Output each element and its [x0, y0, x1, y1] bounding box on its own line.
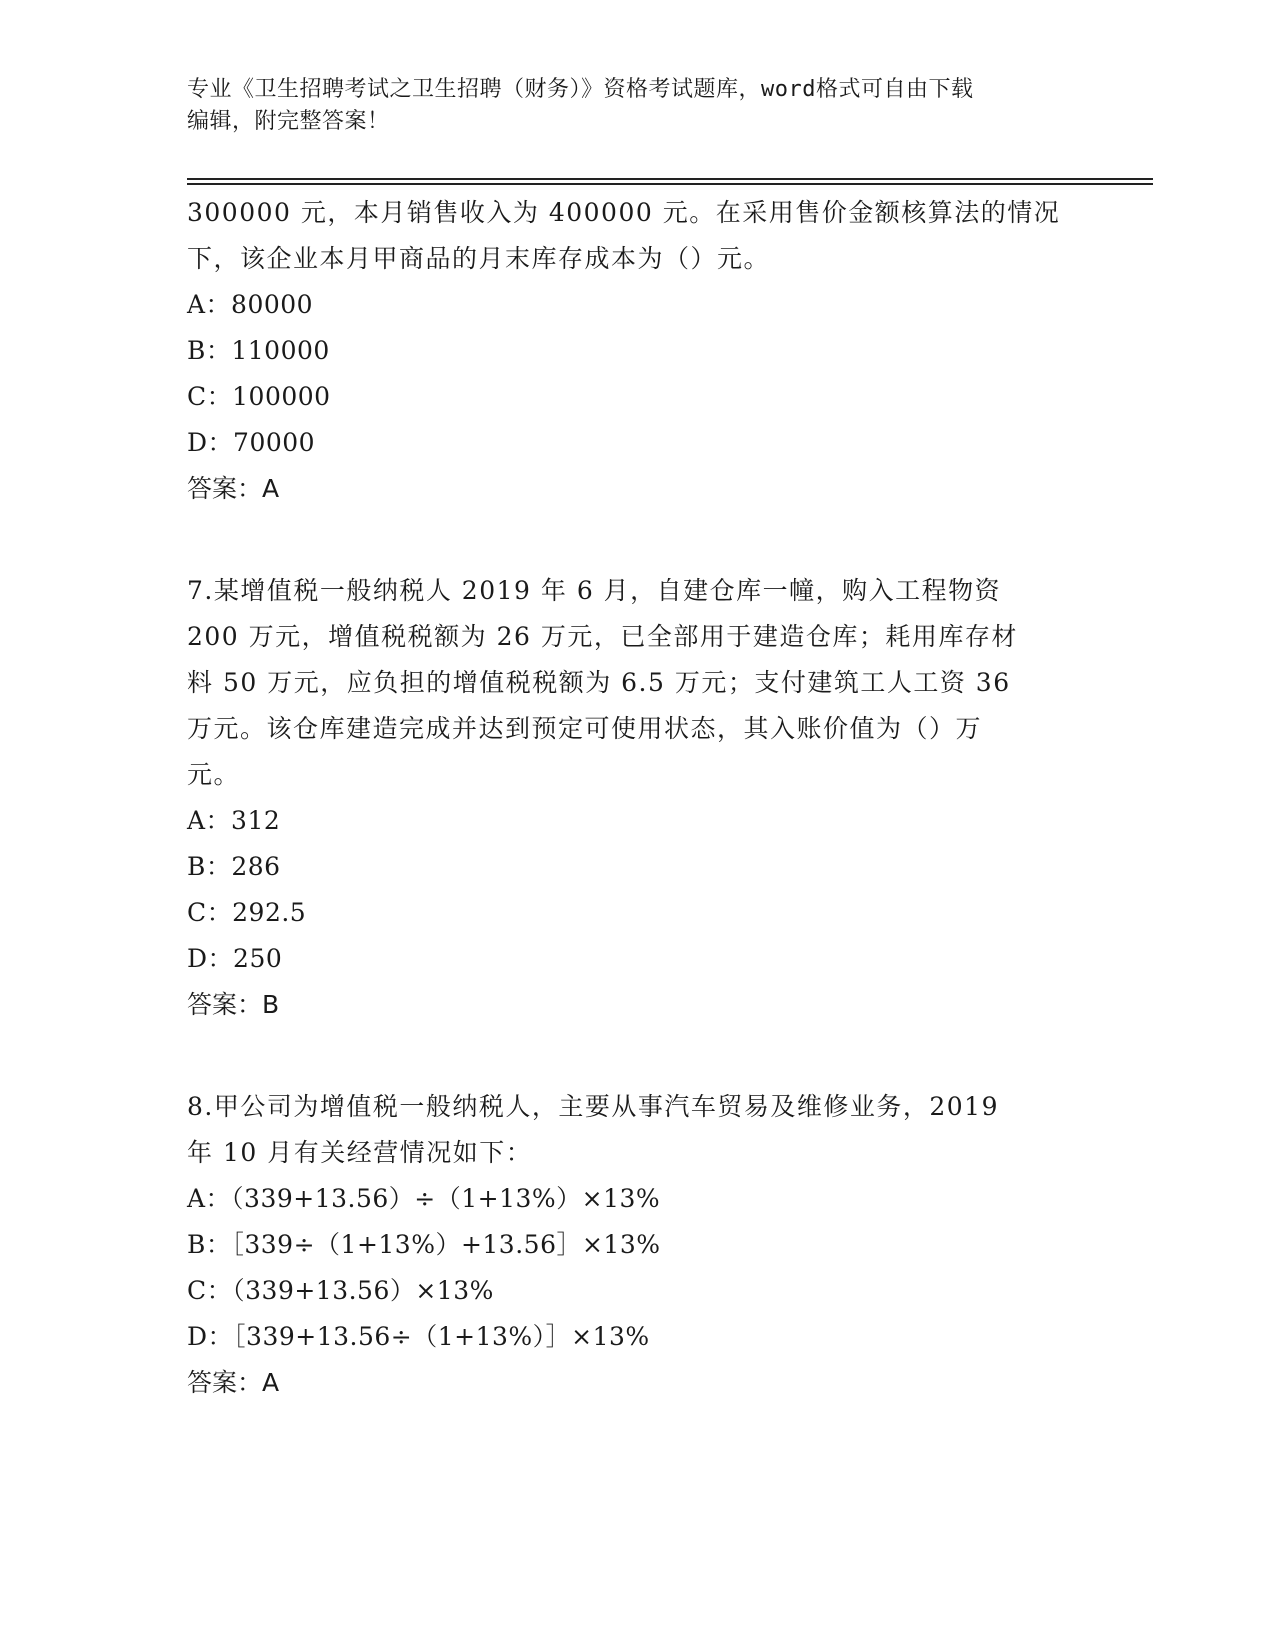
option-c: C：（339+13.56）×13% [187, 1276, 494, 1305]
answer-line: 答案：B [187, 990, 280, 1019]
question-stem-line: 下，该企业本月甲商品的月末库存成本为（）元。 [187, 244, 771, 273]
option-d: D：250 [187, 944, 283, 973]
question-stem-line: 7.某增值税一般纳税人 2019 年 6 月，自建仓库一幢，购入工程物资 [187, 576, 1002, 605]
answer-line: 答案：A [187, 474, 280, 503]
option-d: D：70000 [187, 428, 316, 457]
option-d: D：［339+13.56÷（1+13%）］×13% [187, 1322, 650, 1351]
header-divider-bottom [187, 183, 1153, 185]
option-a: A：80000 [187, 290, 314, 319]
option-b: B：286 [187, 852, 281, 881]
question-spacer [187, 512, 1117, 568]
option-c: C：292.5 [187, 898, 307, 927]
question-list [187, 190, 1117, 1406]
option-a: A：（339+13.56）÷（1+13%）×13% [187, 1184, 661, 1213]
option-c: C：100000 [187, 382, 331, 411]
answer-line: 答案：A [187, 1368, 280, 1397]
header-divider-top [187, 178, 1153, 180]
option-a: A：312 [187, 806, 281, 835]
question-stem-line: 元。 [187, 760, 241, 789]
header-line-2: 编辑，附完整答案！ [187, 109, 390, 134]
question-stem-line: 300000 元，本月销售收入为 400000 元。在采用售价金额核算法的情况 [187, 198, 1061, 227]
question-stem-line: 料 50 万元，应负担的增值税税额为 6.5 万元；支付建筑工人工资 36 [187, 668, 1011, 697]
question-8 [187, 1084, 1117, 1406]
question-stem-line: 年 10 月有关经营情况如下： [187, 1138, 533, 1167]
question-stem-line: 200 万元，增值税税额为 26 万元，已全部用于建造仓库；耗用库存材 [187, 622, 1018, 651]
question-spacer [187, 1028, 1117, 1084]
document-header [187, 74, 1087, 138]
question-7 [187, 568, 1117, 1028]
question-6 [187, 190, 1117, 512]
option-b: B：110000 [187, 336, 330, 365]
question-stem-line: 8.甲公司为增值税一般纳税人，主要从事汽车贸易及维修业务，2019 [187, 1092, 999, 1121]
header-line-1: 专业《卫生招聘考试之卫生招聘（财务）》资格考试题库，word格式可自由下载 [187, 77, 974, 102]
option-b: B：［339÷（1+13%）+13.56］×13% [187, 1230, 661, 1259]
question-stem-line: 万元。该仓库建造完成并达到预定可使用状态，其入账价值为（）万 [187, 714, 983, 743]
